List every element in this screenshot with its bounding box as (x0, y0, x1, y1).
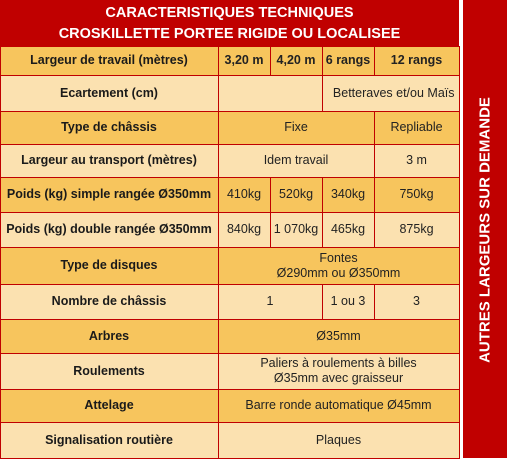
poids-double-col-1: 840kg (218, 212, 271, 248)
poids-double-col-3: 465kg (322, 212, 375, 248)
row-label-chassis: Type de châssis (0, 111, 219, 145)
title-line-1: CARACTERISTIQUES TECHNIQUES (105, 5, 354, 21)
header-col-2: 4,20 m (270, 46, 323, 76)
signalisation-value: Plaques (218, 422, 460, 459)
row-label-disques: Type de disques (0, 247, 219, 285)
roulements-value (218, 353, 460, 390)
nb-chassis-col-3: 3 (374, 284, 460, 320)
ecartement-empty-cell (218, 75, 323, 112)
header-col-1: 3,20 m (218, 46, 271, 76)
disques-line-2: Ø290mm ou Ø350mm (276, 265, 401, 280)
disques-line-1: Fontes (319, 250, 358, 265)
chassis-repliable: Repliable (374, 111, 460, 145)
specs-table (0, 46, 459, 458)
row-label-ecartement: Ecartement (cm) (0, 75, 219, 112)
roulements-line-1: Paliers à roulements à billes (260, 356, 417, 370)
header-label: Largeur de travail (mètres) (0, 46, 219, 76)
row-label-arbres: Arbres (0, 319, 219, 354)
nb-chassis-col-2: 1 ou 3 (322, 284, 375, 320)
disques-value (218, 247, 460, 285)
nb-chassis-col-1: 1 (218, 284, 323, 320)
poids-double-col-4: 875kg (374, 212, 460, 248)
table-title (0, 0, 459, 46)
poids-double-col-2: 1 070kg (270, 212, 323, 248)
side-banner (463, 0, 507, 458)
header-col-4: 12 rangs (374, 46, 460, 76)
row-label-poids-double: Poids (kg) double rangée Ø350mm (0, 212, 219, 248)
side-banner-text: AUTRES LARGEURS SUR DEMANDE (476, 97, 494, 363)
row-label-nb-chassis: Nombre de châssis (0, 284, 219, 320)
poids-simple-col-2: 520kg (270, 177, 323, 213)
attelage-value: Barre ronde automatique Ø45mm (218, 389, 460, 423)
arbres-value: Ø35mm (218, 319, 460, 354)
ecartement-value: Betteraves et/ou Maïs (322, 75, 460, 112)
transport-width: 3 m (374, 144, 460, 178)
roulements-line-2: Ø35mm avec graisseur (273, 371, 404, 385)
row-label-signalisation: Signalisation routière (0, 422, 219, 459)
header-col-3: 6 rangs (322, 46, 375, 76)
row-label-transport: Largeur au transport (mètres) (0, 144, 219, 178)
poids-simple-col-1: 410kg (218, 177, 271, 213)
title-line-2: CROSKILLETTE PORTEE RIGIDE OU LOCALISEE (58, 26, 401, 42)
row-label-poids-simple: Poids (kg) simple rangée Ø350mm (0, 177, 219, 213)
poids-simple-col-4: 750kg (374, 177, 460, 213)
chassis-fixe: Fixe (218, 111, 375, 145)
poids-simple-col-3: 340kg (322, 177, 375, 213)
transport-idem: Idem travail (218, 144, 375, 178)
row-label-roulements: Roulements (0, 353, 219, 390)
row-label-attelage: Attelage (0, 389, 219, 423)
